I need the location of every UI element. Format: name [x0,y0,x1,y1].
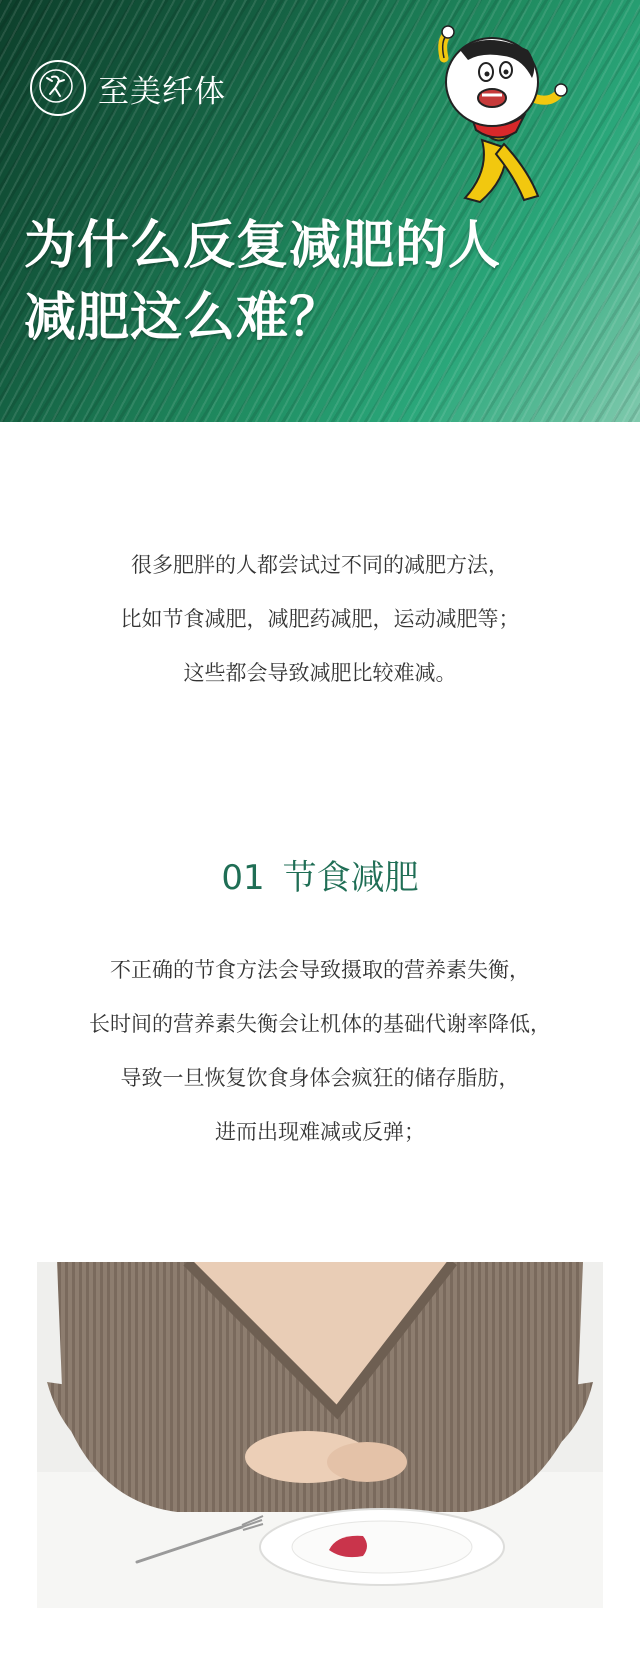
section-heading [0,850,640,899]
section-line: 长时间的营养素失衡会让机体的基础代谢率降低， [89,1012,551,1036]
section-line: 不正确的节食方法会导致摄取的营养素失衡， [110,958,530,982]
intro-line: 很多肥胖的人都尝试过不同的减肥方法， [131,553,509,577]
header-banner [0,0,640,422]
section-title-text: 节食减肥 [282,858,419,898]
section-line: 进而出现难减或反弹； [215,1120,425,1144]
section-number: 01 [221,858,265,898]
intro-line: 这些都会导致减肥比较难减。 [183,661,457,685]
section-line: 导致一旦恢复饮食身体会疯狂的储存脂肪， [120,1066,520,1090]
section-paragraph [0,943,640,1159]
intro-paragraph [0,538,640,700]
brand-name: 至美纤体 [98,73,226,110]
brand [30,60,226,116]
title-line-2: 减肥这么难？ [24,288,343,348]
person-with-small-meal-photo [37,1262,603,1608]
brand-logo-icon [30,60,86,116]
photo-illustration [37,1262,603,1608]
page-title [24,210,624,354]
intro-line: 比如节食减肥，减肥药减肥，运动减肥等； [120,607,520,631]
cartoon-mascot-icon [420,20,570,210]
title-line-1: 为什么反复减肥的人 [24,216,502,276]
